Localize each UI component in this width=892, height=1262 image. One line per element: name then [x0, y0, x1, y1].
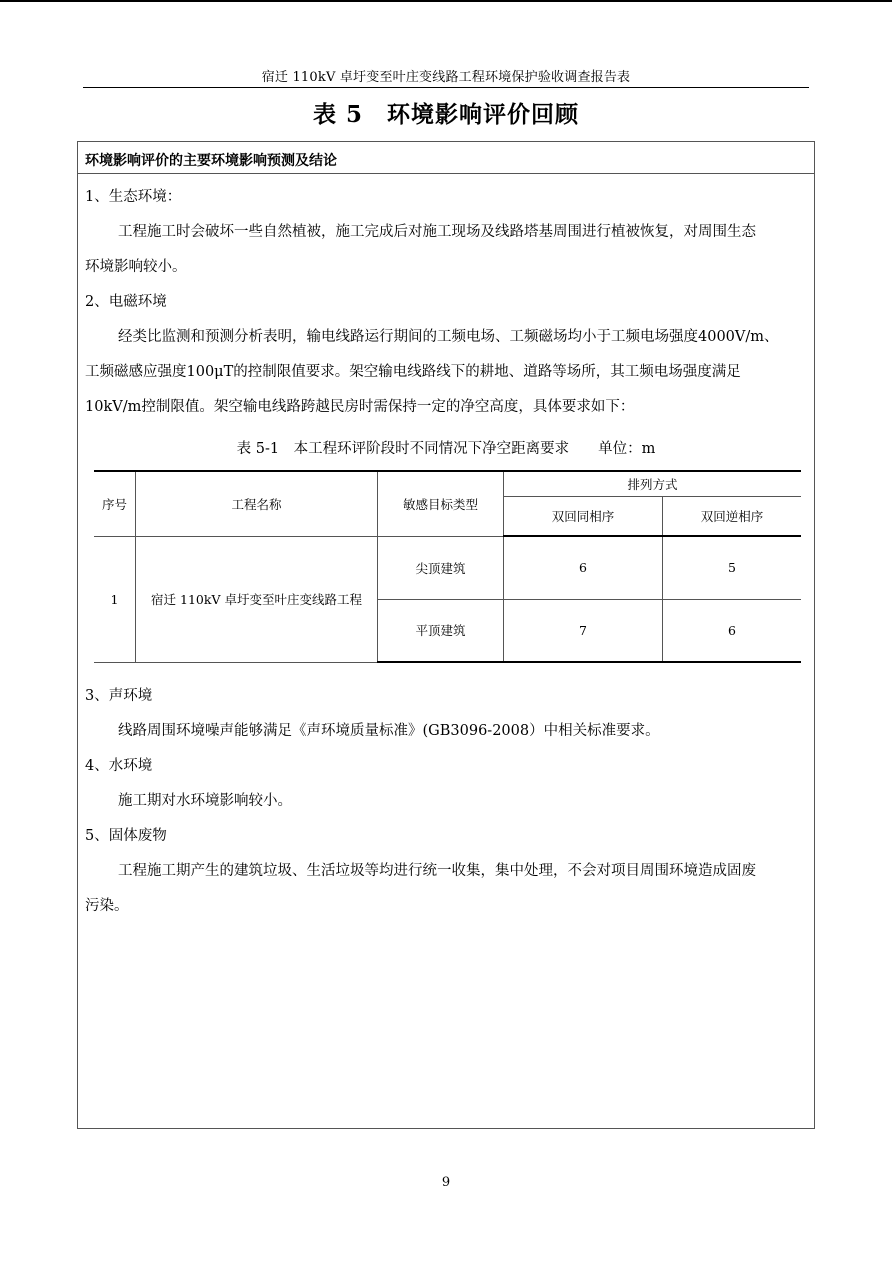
running-header: 宿迁 110kV 卓圩变至叶庄变线路工程环境保护验收调查报告表: [261, 70, 631, 85]
header-seq: 序号: [94, 471, 136, 536]
em-heading: 2、电磁环境: [85, 294, 167, 310]
cell-same: 6: [504, 536, 663, 599]
header-reverse-phase: 双回逆相序: [663, 496, 802, 536]
cell-seq: 1: [94, 536, 136, 662]
table-row: [94, 536, 801, 599]
header-same-phase: 双回同相序: [504, 496, 663, 536]
eco-line-2: 环境影响较小。: [85, 259, 187, 275]
waste-heading: 5、固体废物: [85, 828, 167, 844]
cell-reverse: 5: [663, 536, 802, 599]
header-rule: [83, 87, 809, 88]
cell-reverse: 6: [663, 599, 802, 662]
header-project: 工程名称: [136, 471, 378, 536]
eco-heading: 1、生态环境：: [85, 189, 182, 205]
noise-line-1: 线路周围环境噪声能够满足《声环境质量标准》(GB3096-2008）中相关标准要求。: [118, 723, 660, 739]
page-top-border: [0, 0, 892, 2]
eco-line-1: 工程施工时会破坏一些自然植被，施工完成后对施工现场及线路塔基周围进行植被恢复，对周围生态: [118, 224, 756, 240]
waste-line-2: 污染。: [85, 898, 129, 914]
table-caption: 表 5-1 本工程环评阶段时不同情况下净空距离要求 单位：m: [236, 441, 656, 457]
header-arrangement: 排列方式: [504, 471, 802, 496]
cell-project: 宿迁 110kV 卓圩变至叶庄变线路工程: [136, 536, 378, 662]
section-header: 环境影响评价的主要环境影响预测及结论: [78, 142, 814, 174]
page-title: 表 5 环境影响评价回顾: [312, 101, 579, 128]
em-line-3: 10kV/m控制限值。架空输电线路跨越民房时需保持一定的净空高度，具体要求如下：: [85, 399, 635, 415]
header-target: 敏感目标类型: [378, 471, 504, 536]
em-line-1: 经类比监测和预测分析表明，输电线路运行期间的工频电场、工频磁场均小于工频电场强度4000V/m、: [118, 329, 779, 345]
page-number: 9: [441, 1175, 451, 1190]
water-line-1: 施工期对水环境影响较小。: [118, 793, 292, 809]
clearance-table: [94, 470, 801, 663]
water-heading: 4、水环境: [85, 758, 153, 774]
cell-target: 尖顶建筑: [378, 536, 504, 599]
content-frame: [77, 141, 815, 1129]
cell-same: 7: [504, 599, 663, 662]
em-line-2: 工频磁感应强度100μT的控制限值要求。架空输电线路线下的耕地、道路等场所，其工频电场强度满足: [85, 364, 741, 380]
cell-target: 平顶建筑: [378, 599, 504, 662]
waste-line-1: 工程施工期产生的建筑垃圾、生活垃圾等均进行统一收集，集中处理，不会对项目周围环境造成固废: [118, 863, 756, 879]
noise-heading: 3、声环境: [85, 688, 153, 704]
